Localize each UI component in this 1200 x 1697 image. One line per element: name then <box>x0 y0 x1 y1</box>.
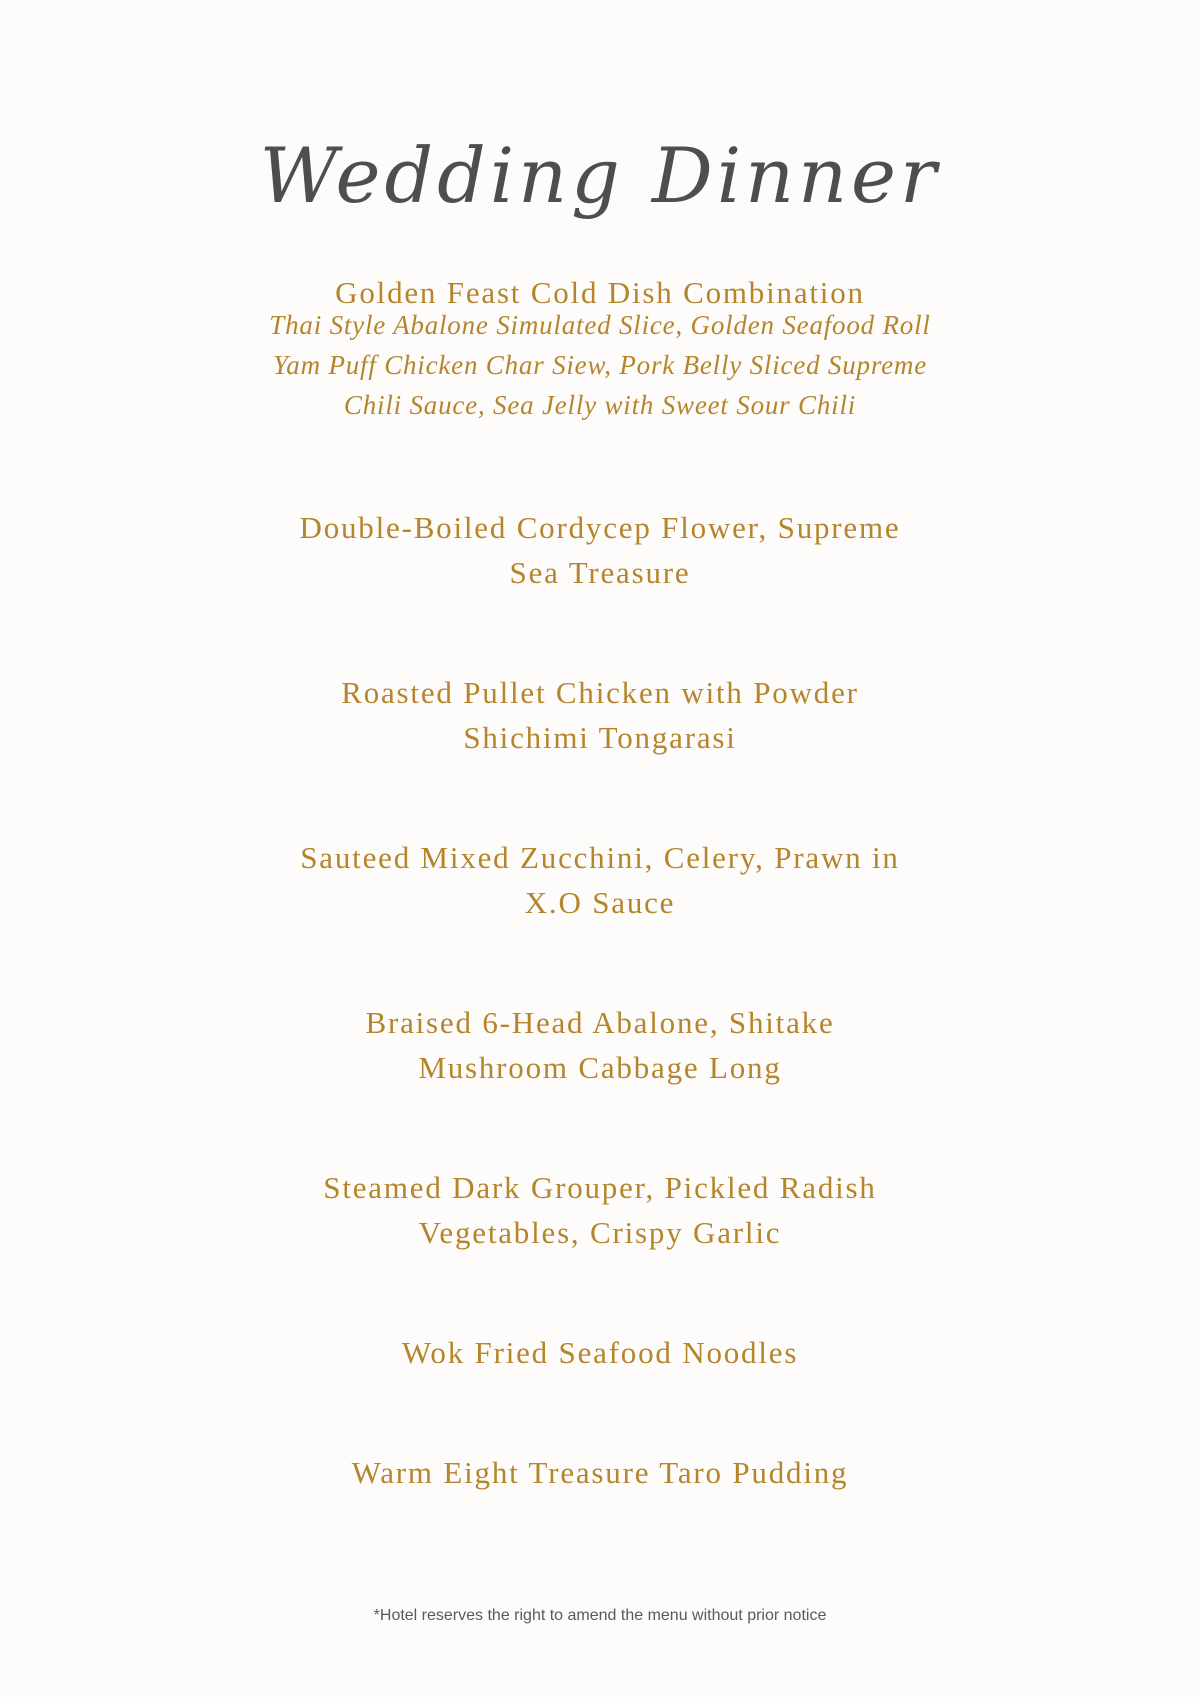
course-detail: Chili Sauce, Sea Jelly with Sweet Sour Chili <box>343 390 857 420</box>
course-line: Sauteed Mixed Zucchini, Celery, Prawn in <box>300 840 900 875</box>
course-line: Shichimi Tongarasi <box>463 720 737 755</box>
course-detail: Thai Style Abalone Simulated Slice, Golden Seafood Roll <box>269 310 931 340</box>
course-name: Golden Feast Cold Dish Combination <box>335 275 865 310</box>
course-cold-dish <box>0 270 1200 425</box>
course-line: Warm Eight Treasure Taro Pudding <box>351 1455 849 1490</box>
course-detail: Yam Puff Chicken Char Siew, Pork Belly Sliced Supreme <box>272 350 928 380</box>
course-line: Vegetables, Crispy Garlic <box>418 1215 782 1250</box>
course-line: Sea Treasure <box>509 555 691 590</box>
course-line: X.O Sauce <box>524 885 676 920</box>
course-abalone <box>0 1000 1200 1090</box>
footnote: *Hotel reserves the right to amend the menu without prior notice <box>373 1607 827 1624</box>
course-line: Double-Boiled Cordycep Flower, Supreme <box>299 510 901 545</box>
course-line: Mushroom Cabbage Long <box>418 1050 782 1085</box>
course-line: Steamed Dark Grouper, Pickled Radish <box>323 1170 877 1205</box>
course-grouper <box>0 1165 1200 1255</box>
course-line: Roasted Pullet Chicken with Powder <box>341 675 859 710</box>
course-dessert <box>0 1450 1200 1495</box>
menu-title: Wedding Dinner <box>259 131 941 220</box>
course-noodles <box>0 1330 1200 1375</box>
course-prawn <box>0 835 1200 925</box>
course-chicken <box>0 670 1200 760</box>
course-line: Wok Fried Seafood Noodles <box>401 1335 799 1370</box>
course-soup <box>0 505 1200 595</box>
course-line: Braised 6-Head Abalone, Shitake <box>365 1005 835 1040</box>
